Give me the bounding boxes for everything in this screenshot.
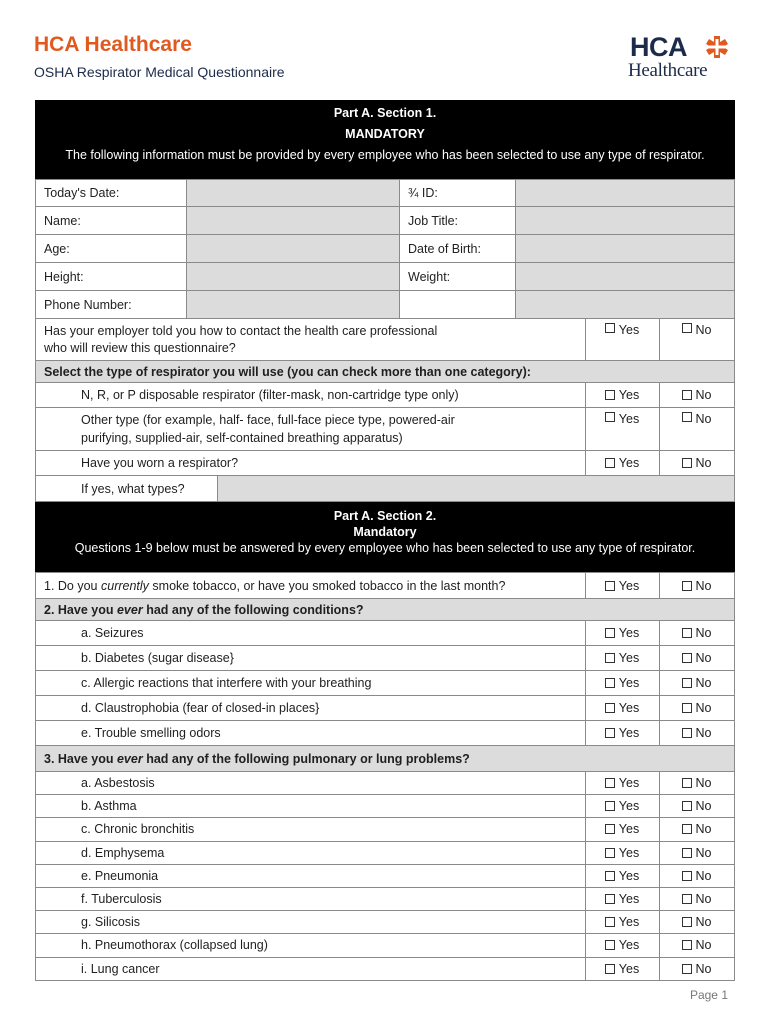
condition-label: c. Allergic reactions that interfere with your breathing — [81, 676, 372, 690]
checkbox-icon — [682, 940, 692, 950]
section1-instructions: The following information must be provided by every employee who has been selected to use any type of respirator. — [65, 148, 705, 162]
condition-row — [35, 671, 735, 696]
question-2-header — [35, 599, 735, 621]
age-field[interactable] — [186, 235, 399, 262]
yes-label: Yes — [618, 726, 640, 740]
checkbox-icon — [682, 848, 692, 858]
yes-option[interactable] — [585, 795, 659, 817]
no-label: No — [695, 868, 712, 883]
yes-option[interactable] — [585, 721, 659, 745]
logo-star-icon — [705, 35, 729, 59]
yes-option[interactable] — [585, 383, 659, 407]
q2-post: had any of the following conditions? — [146, 602, 364, 617]
condition-row — [35, 646, 735, 671]
no-label: No — [695, 456, 712, 470]
checkbox-icon — [682, 917, 692, 927]
yes-option[interactable] — [585, 842, 659, 864]
lung-problem-row — [35, 818, 735, 841]
no-option[interactable] — [659, 408, 734, 450]
condition-label: b. Diabetes (sugar disease} — [81, 651, 234, 665]
checkbox-icon — [682, 412, 692, 422]
section1-banner — [35, 100, 735, 179]
yes-option[interactable] — [585, 818, 659, 840]
condition-label: a. Seizures — [81, 626, 144, 640]
lung-problem-label: c. Chronic bronchitis — [81, 822, 195, 837]
section2-instructions: Questions 1-9 below must be answered by every employee who has been selected to use any type of respirator. — [74, 541, 696, 555]
contact-question-line2: who will review this questionnaire? — [44, 340, 236, 355]
yes-label: Yes — [618, 776, 640, 791]
section2-mandatory: Mandatory — [353, 525, 417, 539]
yes-option[interactable] — [585, 646, 659, 670]
checkbox-icon — [682, 801, 692, 811]
info-row-height — [35, 263, 735, 291]
contact-question-row — [35, 319, 735, 361]
yes-option[interactable] — [585, 934, 659, 956]
yes-label: Yes — [618, 456, 640, 470]
no-label: No — [695, 323, 712, 337]
lung-problem-label: f. Tuberculosis — [81, 892, 162, 907]
dob-label: Date of Birth: — [399, 235, 515, 262]
yes-option[interactable] — [585, 958, 659, 980]
yes-label: Yes — [618, 412, 640, 426]
yes-label: Yes — [618, 822, 640, 837]
form-title: OSHA Respirator Medical Questionnaire — [34, 64, 285, 80]
respirator-type-header — [35, 361, 735, 383]
yes-option[interactable] — [585, 772, 659, 794]
condition-label: e. Trouble smelling odors — [81, 726, 221, 740]
checkbox-icon — [682, 323, 692, 333]
checkbox-icon — [605, 964, 615, 974]
yes-label: Yes — [618, 388, 640, 402]
checkbox-icon — [605, 390, 615, 400]
respirator-type-heading: Select the type of respirator you will use (you can check more than one category): — [44, 364, 531, 379]
lung-problem-label: b. Asthma — [81, 799, 137, 814]
phone-extra-cell — [399, 291, 515, 318]
no-label: No — [695, 726, 712, 740]
yes-option[interactable] — [585, 319, 659, 360]
lung-problem-label: i. Lung cancer — [81, 961, 160, 976]
q2-emphasis: ever — [116, 602, 143, 617]
no-label: No — [695, 412, 712, 426]
contact-question-line1: Has your employer told you how to contact the health care professional — [44, 323, 438, 338]
q3-post: had any of the following pulmonary or lung problems? — [146, 751, 470, 766]
checkbox-icon — [682, 824, 692, 834]
yes-label: Yes — [618, 799, 640, 814]
no-option[interactable] — [659, 842, 734, 864]
checkbox-icon — [682, 894, 692, 904]
yes-option[interactable] — [585, 621, 659, 645]
checkbox-icon — [605, 728, 615, 738]
yes-option[interactable] — [585, 408, 659, 450]
lung-problem-row — [35, 772, 735, 795]
no-option[interactable] — [659, 772, 734, 794]
checkbox-icon — [605, 323, 615, 333]
q3-emphasis: ever — [116, 751, 143, 766]
checkbox-icon — [682, 653, 692, 663]
condition-label: d. Claustrophobia (fear of closed-in places} — [81, 701, 320, 715]
lung-problem-row — [35, 865, 735, 888]
q1-pre: 1. Do you — [44, 578, 98, 593]
yes-label: Yes — [618, 626, 640, 640]
section1-heading: Part A. Section 1. — [333, 106, 437, 120]
checkbox-icon — [605, 653, 615, 663]
no-label: No — [695, 961, 712, 976]
respirator-other-line2: purifying, supplied-air, self-contained breathing apparatus) — [81, 431, 403, 445]
info-row-name — [35, 207, 735, 235]
checkbox-icon — [682, 778, 692, 788]
lung-problem-row — [35, 842, 735, 865]
question-3-header — [35, 746, 735, 772]
phone-extra-field[interactable] — [515, 291, 734, 318]
yes-label: Yes — [618, 892, 640, 907]
lung-problem-row — [35, 958, 735, 981]
checkbox-icon — [605, 678, 615, 688]
checkbox-icon — [682, 628, 692, 638]
no-option[interactable] — [659, 958, 734, 980]
section2-banner — [35, 502, 735, 572]
checkbox-icon — [605, 778, 615, 788]
todays-date-field[interactable] — [186, 180, 399, 206]
weight-label: Weight: — [399, 263, 515, 290]
condition-row — [35, 721, 735, 746]
yes-option[interactable] — [585, 671, 659, 695]
no-option[interactable] — [659, 818, 734, 840]
yes-label: Yes — [618, 961, 640, 976]
checkbox-icon — [605, 894, 615, 904]
no-option[interactable] — [659, 621, 734, 645]
checkbox-icon — [605, 824, 615, 834]
section2-heading: Part A. Section 2. — [333, 509, 437, 523]
info-row-phone — [35, 291, 735, 319]
lung-problem-label: e. Pneumonia — [81, 868, 159, 883]
lung-problem-label: d. Emphysema — [81, 845, 165, 860]
checkbox-icon — [605, 848, 615, 858]
respirator-worn-row — [35, 451, 735, 476]
q2-pre: 2. Have you — [44, 602, 114, 617]
no-option[interactable] — [659, 795, 734, 817]
age-label: Age: — [44, 241, 70, 256]
no-label: No — [695, 676, 712, 690]
yes-label: Yes — [618, 323, 640, 337]
no-label: No — [695, 822, 712, 837]
question-3-text — [36, 746, 734, 771]
q1-post: smoke tobacco, or have you smoked tobacco in the last month? — [152, 578, 506, 593]
checkbox-icon — [605, 940, 615, 950]
respirator-other-row — [35, 408, 735, 451]
no-option[interactable] — [659, 934, 734, 956]
yes-label: Yes — [618, 578, 640, 593]
info-row-age — [35, 235, 735, 263]
yes-label: Yes — [618, 701, 640, 715]
yes-option[interactable] — [585, 865, 659, 887]
id-field[interactable] — [515, 180, 734, 206]
checkbox-icon — [682, 703, 692, 713]
section1-mandatory: MANDATORY — [345, 127, 425, 141]
checkbox-icon — [605, 801, 615, 811]
no-label: No — [695, 799, 712, 814]
phone-field[interactable] — [186, 291, 399, 318]
logo-text-top: HCA — [630, 32, 687, 62]
condition-row — [35, 621, 735, 646]
yes-option[interactable] — [585, 888, 659, 910]
respirator-other-line1: Other type (for example, half- face, full-face piece type, powered-air — [81, 413, 455, 427]
todays-date-label: Today's Date: — [44, 186, 120, 200]
yes-label: Yes — [618, 938, 640, 953]
height-label: Height: — [44, 269, 84, 284]
q3-pre: 3. Have you — [44, 751, 114, 766]
no-option[interactable] — [659, 671, 734, 695]
respirator-npr-label: N, R, or P disposable respirator (filter-mask, non-cartridge type only) — [81, 388, 459, 402]
checkbox-icon — [682, 728, 692, 738]
checkbox-icon — [605, 581, 615, 591]
job-title-label: Job Title: — [399, 207, 515, 234]
question-2-text — [36, 599, 734, 620]
lung-problem-row — [35, 934, 735, 957]
yes-label: Yes — [618, 651, 640, 665]
checkbox-icon — [682, 581, 692, 591]
org-title: HCA Healthcare — [34, 33, 192, 56]
height-field[interactable] — [186, 263, 399, 290]
checkbox-icon — [682, 964, 692, 974]
no-option[interactable] — [659, 319, 734, 360]
yes-option[interactable] — [585, 451, 659, 475]
checkbox-icon — [605, 458, 615, 468]
no-option[interactable] — [659, 721, 734, 745]
no-label: No — [695, 651, 712, 665]
weight-field[interactable] — [515, 263, 734, 290]
page-number: Page 1 — [689, 988, 728, 1002]
respirator-types-row — [35, 476, 735, 502]
yes-option[interactable] — [585, 696, 659, 720]
respirator-types-label: If yes, what types? — [81, 481, 185, 496]
no-label: No — [695, 892, 712, 907]
yes-label: Yes — [618, 915, 640, 930]
checkbox-icon — [605, 917, 615, 927]
q1-emphasis: currently — [101, 578, 149, 593]
lung-problem-label: h. Pneumothorax (collapsed lung) — [81, 938, 268, 953]
no-label: No — [695, 845, 712, 860]
checkbox-icon — [605, 412, 615, 422]
no-label: No — [695, 915, 712, 930]
no-label: No — [695, 938, 712, 953]
no-option[interactable] — [659, 573, 734, 598]
yes-label: Yes — [618, 845, 640, 860]
info-row-date — [35, 179, 735, 207]
hca-logo — [628, 32, 734, 82]
lung-problem-label: a. Asbestosis — [81, 776, 155, 791]
respirator-worn-label: Have you worn a respirator? — [81, 456, 239, 470]
phone-label: Phone Number: — [44, 297, 132, 312]
checkbox-icon — [682, 390, 692, 400]
dob-field[interactable] — [515, 235, 734, 262]
no-label: No — [695, 626, 712, 640]
checkbox-icon — [605, 871, 615, 881]
no-option[interactable] — [659, 911, 734, 933]
no-label: No — [695, 776, 712, 791]
lung-problem-row — [35, 795, 735, 818]
no-label: No — [695, 701, 712, 715]
no-label: No — [695, 388, 712, 402]
no-option[interactable] — [659, 888, 734, 910]
checkbox-icon — [605, 628, 615, 638]
no-option[interactable] — [659, 646, 734, 670]
lung-problem-row — [35, 911, 735, 934]
logo-text-bottom: Healthcare — [628, 60, 708, 81]
no-option[interactable] — [659, 383, 734, 407]
id-label: ¾ ID: — [399, 180, 515, 206]
no-option[interactable] — [659, 451, 734, 475]
question-1-row — [35, 572, 735, 599]
yes-option[interactable] — [585, 911, 659, 933]
yes-label: Yes — [618, 676, 640, 690]
yes-option[interactable] — [585, 573, 659, 598]
no-label: No — [695, 578, 712, 593]
question-1-text — [36, 573, 585, 598]
checkbox-icon — [605, 703, 615, 713]
checkbox-icon — [682, 458, 692, 468]
lung-problem-label: g. Silicosis — [81, 915, 141, 930]
respirator-types-field[interactable] — [217, 476, 734, 501]
condition-row — [35, 696, 735, 721]
no-option[interactable] — [659, 696, 734, 720]
checkbox-icon — [682, 871, 692, 881]
checkbox-icon — [682, 678, 692, 688]
job-title-field[interactable] — [515, 207, 734, 234]
lung-problem-row — [35, 888, 735, 911]
yes-label: Yes — [618, 868, 640, 883]
name-label: Name: — [44, 213, 81, 228]
respirator-npr-row — [35, 383, 735, 408]
name-field[interactable] — [186, 207, 399, 234]
no-option[interactable] — [659, 865, 734, 887]
